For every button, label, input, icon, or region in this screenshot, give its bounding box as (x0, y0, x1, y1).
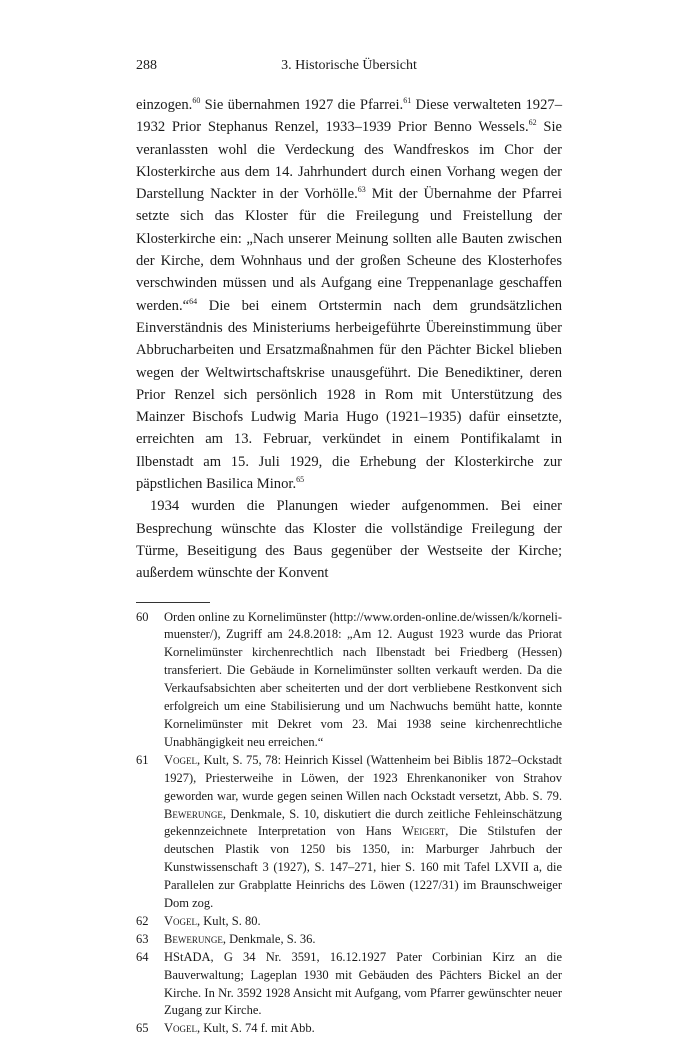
running-head (136, 58, 562, 82)
footnote-text (164, 752, 562, 913)
chapter-title: 3. Historische Übersicht (281, 58, 417, 73)
book-page (136, 58, 562, 1038)
footnote-63 (136, 931, 562, 949)
footnote-ref-63: 63 (357, 185, 366, 195)
author-name: Vogel (164, 1021, 198, 1036)
text-run: Diese verwalteten 1927–1932 Prior Stephanus Renzel, 1933–1939 Prior Benno Wessels. (136, 97, 562, 136)
footnote-number: 63 (136, 931, 149, 946)
footnote-60 (136, 609, 562, 752)
footnote-text (164, 1020, 562, 1038)
footnote-ref-61: 61 (403, 96, 412, 105)
footnote-62 (136, 913, 562, 931)
text-run: Sie veranlassten wohl die Verdeckung des Wandfreskos im Chor der Klosterkirche aus dem 14. Jahrhundert durch einen Vorhang wegen der Darstellung Nackter in der Vorhölle. (136, 119, 562, 203)
footnote-61 (136, 752, 562, 913)
footnotes (136, 609, 562, 1038)
footnote-text: HStADA, G 34 Nr. 3591, 16.12.1927 Pater Corbinian Kirz an die Bauverwaltung; Lageplan 1930 mit Gebäuden des Pächters Bickel an der Kirche. In Nr. 3592 1928 Ansicht mit Aufgang, vom Pfarrer gewünschter neuer Zugang zur Kirche. (164, 949, 562, 1018)
footnote-text: Orden online zu Kornelimünster (http://www.orden-online.de/wissen/k/kornelimuenster/), Zugriff am 24.8.2018: „Am 12. August 1923 wurde das Priorat Kornelimünster kirchenrechtlich nach Ilbenstadt bei Friedberg (Hessen) transferiert. Die Gebäude in Kornelimünster sollten verkauft werden. Da die Verkaufsabsichten aber scheiterten und der dort verbliebene Restkonvent sich erfolgreich um eine Stabilisierung und um Nachwuchs bemüht hatte, konnte Kornelimünster mit Dekret vom 23. Mai 1938 seine kirchenrechtliche Unabhängigkeit neu erreichen.“ (164, 609, 562, 749)
text-run: , Denkmale, S. 36. (222, 931, 316, 946)
text-run: , Denkmale, S. 10, diskutiert die durch zeitliche Fehleinschätzung gekennzeichnete Interpretation von Hans (164, 806, 562, 839)
main-text (136, 94, 562, 585)
page-number: 288 (136, 58, 157, 73)
footnote-number: 65 (136, 1021, 149, 1036)
text-run: , Kult, S. 74 f. mit Abb. (197, 1021, 315, 1036)
footnote-number: 61 (136, 752, 149, 767)
author-name: Weigert (402, 824, 446, 839)
footnote-number: 64 (136, 949, 149, 964)
text-run: , Die Stilstufen der deutschen Plastik von 1250 bis 1350, in: Marburger Jahrbuch der Kunstwissenschaft 3 (1927), S. 147–271, hier S. 160 mit Tafel LXVII a, die Parallelen zur Grabplatte Heinrichs des Löwen (1227/31) im Braunschweiger Dom zog. (164, 824, 562, 911)
footnote-ref-64: 64 (189, 296, 198, 306)
text-run: einzogen. (136, 97, 193, 113)
paragraph-1 (136, 94, 562, 495)
footnote-divider (136, 602, 210, 603)
author-name: Bewerunge (164, 806, 223, 821)
footnote-number: 62 (136, 913, 149, 928)
footnote-ref-65: 65 (296, 475, 305, 485)
text-run: , Kult, S. 75, 78: Heinrich Kissel (Wattenheim bei Biblis 1872–Ockstadt 1927), Priesterweihe in Löwen, der 1923 Ehrenkanoniker von Strahov geworden war, wurde gegen seinen Willen nach Ockstadt versetzt, Abb. S. 79. (164, 752, 562, 803)
paragraph-2: 1934 wurden die Planungen wieder aufgenommen. Bei einer Besprechung wünschte das Kloster die vollständige Freilegung der Türme, Beseitigung des Baus gegenüber der Westseite der Kirche; außerdem wünschte der Konvent (136, 498, 562, 582)
author-name: Vogel (164, 752, 198, 767)
author-name: Vogel (164, 913, 198, 928)
text-run: Die bei einem Ortstermin nach dem grundsätzlichen Einverständnis des Ministeriums herbeigeführte Übereinstimmung über Abbrucharbeiten und Ersatzmaßnahmen für den Pächter Bickel blieben wegen der Weltwirtschaftskrise unausgeführt. Die Benediktiner, deren Prior Renzel sich persönlich 1928 in Rom mit Unterstützung des Mainzer Bischofs Ludwig Maria Hugo (1921–1935) dafür einsetzte, erreichten am 13. Februar, verkündet in einem Pontifikalamt in Ilbenstadt am 15. Juli 1929, die Erhebung der Klosterkirche zur päpstlichen Basilica Minor. (136, 297, 562, 493)
footnote-text (164, 931, 562, 949)
footnote-ref-60: 60 (192, 96, 201, 105)
footnote-text (164, 913, 562, 931)
text-run: Sie übernahmen 1927 die Pfarrei. (200, 97, 404, 113)
footnote-ref-62: 62 (528, 118, 537, 128)
footnote-65 (136, 1020, 562, 1038)
footnote-64 (136, 949, 562, 1021)
text-run: , Kult, S. 80. (197, 913, 261, 928)
footnote-number: 60 (136, 609, 149, 624)
author-name: Bewerunge (164, 931, 223, 946)
text-run: Mit der Übernahme der Pfarrei setzte sich das Kloster für die Freilegung und Freistellung der Klosterkirche ein: „Nach unserer Meinung sollten alle Bauten zwischen der Kirche, dem Wohnhaus und der großen Scheune des Klosterhofes verschwinden müssen und als Aufgang eine Treppenanlage geschaffen werden.“ (136, 186, 563, 314)
